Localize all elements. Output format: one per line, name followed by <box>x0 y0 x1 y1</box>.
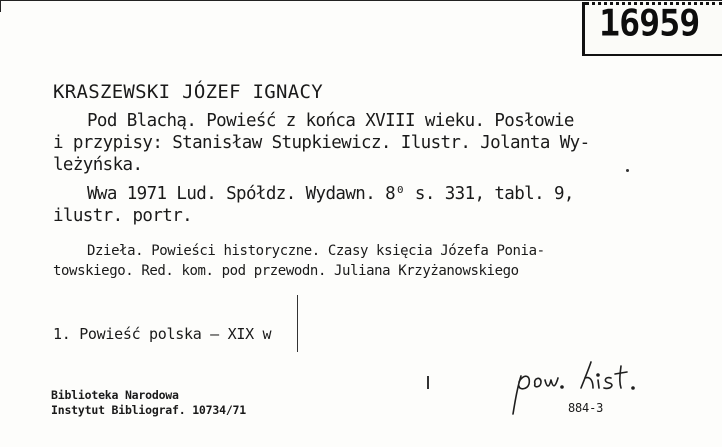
description-line: Pod Blachą. Powieść z końca XVIII wieku. Posłowie <box>87 111 574 131</box>
author-heading: KRASZEWSKI JÓZEF IGNACY <box>53 81 323 103</box>
library-name: Biblioteka Narodowa <box>51 388 179 402</box>
title-description <box>53 110 623 176</box>
library-imprint <box>51 388 246 418</box>
margin-tick-mark <box>427 376 429 389</box>
publication-line: ilustr. portr. <box>53 206 193 226</box>
card-left-edge <box>0 0 1 12</box>
description-line: i przypisy: Stanisław Stupkiewicz. Ilustr. Jolanta Wy- <box>53 133 590 153</box>
subject-heading: 1. Powieść polska — XIX w <box>53 325 272 343</box>
series-line: Dzieła. Powieści historyczne. Czasy księcia Józefa Ponia- <box>87 243 545 259</box>
publication-info <box>53 183 623 227</box>
institute-line: Instytut Bibliograf. 10734/71 <box>51 403 246 417</box>
series-note <box>53 241 623 281</box>
vertical-rule <box>297 295 298 352</box>
publication-line: Wwa 1971 Lud. Spółdz. Wydawn. 8⁰ s. 331, tabl. 9, <box>87 184 574 204</box>
accession-stamp <box>582 2 722 56</box>
accession-number: 16959 <box>599 3 700 45</box>
description-line: leżyńska. <box>53 155 143 175</box>
ink-speck <box>626 169 629 172</box>
series-line: towskiego. Red. kom. pod przewodn. Juliana Krzyżanowskiego <box>53 263 519 279</box>
card-top-edge <box>0 0 722 1</box>
classification-number: 884-3 <box>568 401 604 415</box>
